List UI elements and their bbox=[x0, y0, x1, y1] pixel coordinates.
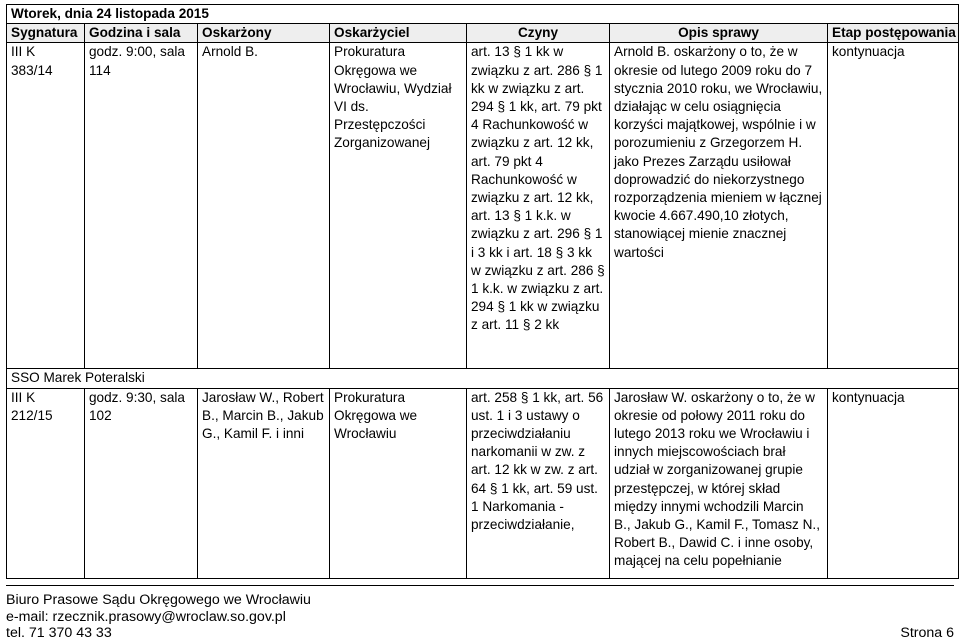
case-prosecutor: Prokuratura Okręgowa we Wrocławiu bbox=[330, 388, 467, 578]
case-charges: art. 258 § 1 kk, art. 56 ust. 1 i 3 ustawy o przeciwdziałaniu narkomanii w zw. z art. 12 kk w zw. z art. 64 § 1 kk, art. 59 ust. 1 Narkomania - przeciwdziałanie, bbox=[467, 388, 610, 578]
case-description: Arnold B. oskarżony o to, że w okresie od lutego 2009 roku do 7 stycznia 2010 roku, we Wrocławiu, działając w celu osiągnięcia korzyści majątkowej, wspólnie i w porozumieniu z Grzegorzem H. jako Prezes Zarządu usiłował doprowadzić do niekorzystnego rozporządzenia mieniem w łącznej kwocie 4.667.490,10 złotych, stanowiącej mienie znacznej wartości bbox=[610, 43, 828, 369]
footer-divider bbox=[6, 585, 954, 586]
header-row bbox=[7, 24, 959, 43]
court-schedule bbox=[6, 4, 958, 579]
case-stage: kontynuacja bbox=[828, 43, 959, 369]
footer-phone: tel. 71 370 43 33 bbox=[6, 625, 112, 641]
header-description: Opis sprawy bbox=[610, 24, 828, 43]
schedule-date-title: Wtorek, dnia 24 listopada 2015 bbox=[7, 5, 959, 24]
case-charges: art. 13 § 1 kk w związku z art. 286 § 1 kk w związku z art. 294 § 1 kk, art. 79 pkt 4 Rachunkowość w związku z art. 12 kk, art. 79 pkt 4 Rachunkowość w związku z art. 12 kk, art. 13 § 1 k.k. w związku z art. 296 § 1 i 3 kk i art. 18 § 3 kk w związku z art. 286 § 1 k.k. w związku z art. 294 § 1 kk w związku z art. 11 § 2 kk bbox=[467, 43, 610, 369]
header-signature: Sygnatura bbox=[7, 24, 85, 43]
case-time-room: godz. 9:30, sala 102 bbox=[85, 388, 198, 578]
case-signature: III K 383/14 bbox=[7, 43, 85, 369]
case-accused: Arnold B. bbox=[198, 43, 330, 369]
judge-name: SSO Marek Poteralski bbox=[7, 369, 959, 388]
header-accused: Oskarżony bbox=[198, 24, 330, 43]
header-prosecutor: Oskarżyciel bbox=[330, 24, 467, 43]
schedule-table bbox=[6, 4, 959, 579]
header-time-room: Godzina i sala bbox=[85, 24, 198, 43]
case-accused: Jarosław W., Robert B., Marcin B., Jakub G., Kamil F. i inni bbox=[198, 388, 330, 578]
header-charges: Czyny bbox=[467, 24, 610, 43]
case-row bbox=[7, 43, 959, 369]
case-description: Jarosław W. oskarżony o to, że w okresie od połowy 2011 roku do lutego 2013 roku we Wrocławiu i innych miejscowościach brał udział w zorganizowanej grupie przestępczej, w której skład między innymi wchodzili Marcin B., Jakub G., Kamil F., Tomasz N., Robert B., Dawid C. i inne osoby, mającej na celu popełnianie bbox=[610, 388, 828, 578]
case-stage: kontynuacja bbox=[828, 388, 959, 578]
case-row bbox=[7, 388, 959, 578]
case-prosecutor: Prokuratura Okręgowa we Wrocławiu, Wydział VI ds. Przestępczości Zorganizowanej bbox=[330, 43, 467, 369]
case-time-room: godz. 9:00, sala 114 bbox=[85, 43, 198, 369]
page-number: Strona 6 bbox=[900, 625, 954, 641]
page-footer bbox=[6, 592, 954, 642]
header-stage: Etap postępowania bbox=[828, 24, 959, 43]
case-signature: III K 212/15 bbox=[7, 388, 85, 578]
footer-office: Biuro Prasowe Sądu Okręgowego we Wrocławiu bbox=[6, 592, 311, 608]
footer-email: e-mail: rzecznik.prasowy@wroclaw.so.gov.pl bbox=[6, 608, 286, 625]
